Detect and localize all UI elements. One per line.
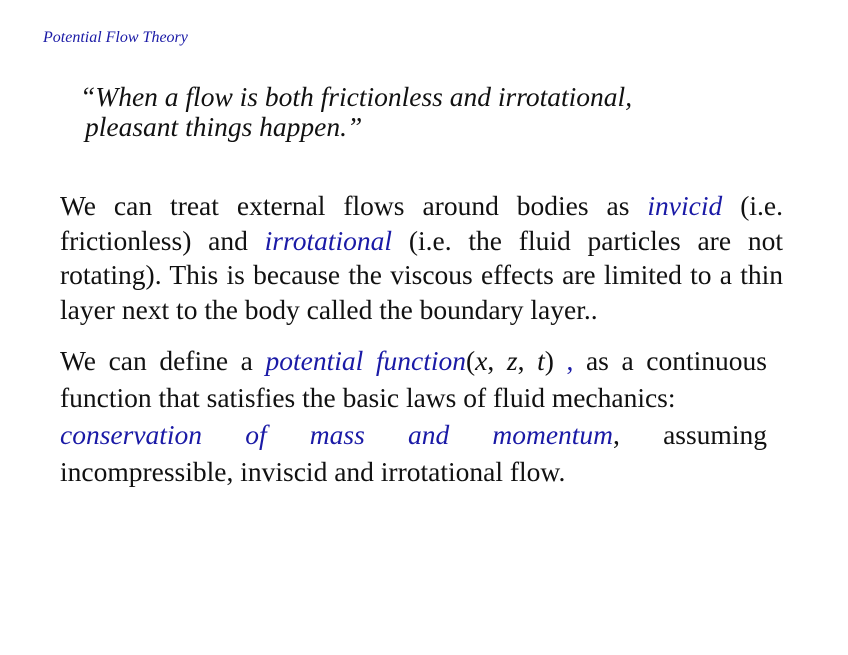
paragraph2-line-3	[60, 416, 767, 453]
paragraph-inviscid-irrotational	[60, 189, 783, 327]
term-momentum-group	[492, 416, 620, 453]
term-and: and	[407, 419, 450, 450]
arg-z: z	[506, 345, 518, 376]
word-assuming: assuming	[663, 419, 767, 450]
paragraph1-text-3: (i.e. the fluid particles are not rotating). This is because the viscous effects are limited to a thin layer next to the body called the boundary layer..	[60, 224, 783, 325]
quote-line-2: pleasant things happen.”	[85, 111, 363, 142]
quote-block	[80, 82, 760, 142]
momentum-comma: ,	[613, 419, 620, 450]
args-sep-1: ,	[487, 345, 507, 376]
blue-comma: ,	[553, 345, 574, 376]
term-invicid: invicid	[647, 190, 723, 221]
paragraph1-text-1: We can treat external flows around bodies as	[60, 190, 648, 221]
paragraph-potential-function	[60, 342, 767, 490]
paragraph2-text-2: as a continuous function that satisfies the basic laws of fluid mechanics:	[60, 345, 767, 413]
args-open: (	[466, 345, 476, 376]
term-of: of	[245, 419, 267, 450]
args-close: )	[544, 345, 554, 376]
page-header: Potential Flow Theory	[43, 29, 188, 46]
term-irrotational: irrotational	[264, 224, 393, 256]
args-sep-2: ,	[517, 345, 538, 376]
paragraph2-text-1: We can define a	[60, 345, 266, 376]
term-conservation: conservation	[60, 419, 203, 450]
arg-t: t	[537, 345, 545, 376]
term-mass: mass	[309, 419, 365, 450]
paragraph2-line-4: incompressible, inviscid and irrotational flow.	[60, 456, 566, 487]
term-potential-function: potential function	[265, 345, 466, 376]
arg-x: x	[475, 345, 488, 376]
quote-line-1: “When a flow is both frictionless and irrotational,	[80, 81, 633, 112]
paragraph1-text-2: (i.e. frictionless) and	[60, 190, 783, 256]
term-momentum: momentum	[492, 419, 614, 450]
paragraph2-lines-1-2	[60, 342, 767, 416]
